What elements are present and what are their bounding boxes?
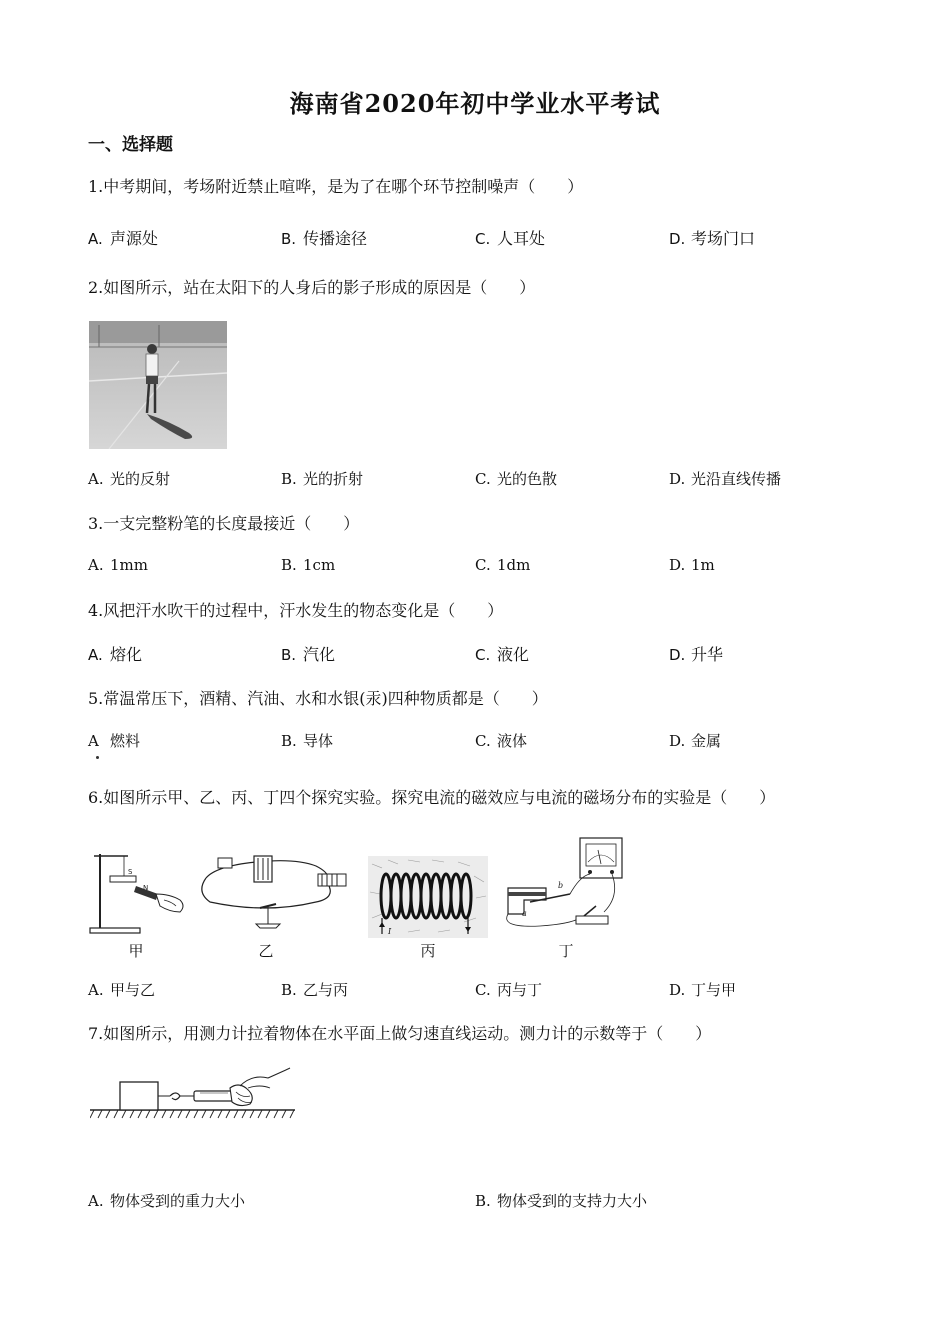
q5-option-c[interactable]: C. 液体 [475,732,528,750]
q1-option-a[interactable]: A. 声源处 [88,229,159,248]
q7-option-a[interactable]: A. 物体受到的重力大小 [88,1192,246,1210]
experiment-jia-figure [88,850,188,936]
fig-label-s: S [128,868,133,876]
q4-option-d[interactable]: D. 升华 [669,645,724,664]
caption-bing: 丙 [420,942,436,960]
fig-label-b: b [558,881,564,890]
q3-option-c[interactable]: C. 1dm [475,556,531,574]
fig-label-n: N [143,884,149,892]
q2-option-b[interactable]: B. 光的折射 [281,470,364,488]
section-heading: 一、选择题 [88,135,173,155]
q5-option-d[interactable]: D. 金属 [669,732,722,750]
q4-option-c[interactable]: C. 液化 [475,645,530,664]
fig-label-i: I [388,927,392,936]
stray-dot [96,756,99,759]
q5-option-a[interactable]: A 燃料 [88,732,141,750]
q5-option-b[interactable]: B. 导体 [281,732,334,750]
q3-option-a[interactable]: A. 1mm [88,556,148,574]
q6-option-c[interactable]: C. 丙与丁 [475,981,543,999]
question-1-stem: 1.中考期间，考场附近禁止喧哗，是为了在哪个环节控制噪声（ ） [88,177,584,196]
experiment-bing-figure [368,856,488,938]
q1-option-b[interactable]: B. 传播途径 [281,229,368,248]
q3-option-d[interactable]: D. 1m [669,556,715,574]
q4-option-a[interactable]: A. 熔化 [88,645,143,664]
q6-option-b[interactable]: B. 乙与丙 [281,981,349,999]
question-6-stem: 6.如图所示甲、乙、丙、丁四个探究实验。探究电流的磁效应与电流的磁场分布的实验是（ ） [88,788,776,807]
q4-option-b[interactable]: B. 汽化 [281,645,336,664]
q7-option-b[interactable]: B. 物体受到的支持力大小 [475,1192,648,1210]
question-4-stem: 4.风把汗水吹干的过程中，汗水发生的物态变化是（ ） [88,601,504,620]
spring-scale-figure [90,1062,295,1124]
q2-option-a[interactable]: A. 光的反射 [88,470,171,488]
q6-option-d[interactable]: D. 丁与甲 [669,981,737,999]
q6-option-a[interactable]: A. 甲与乙 [88,981,156,999]
experiment-yi-figure [196,848,356,932]
caption-yi: 乙 [258,942,274,960]
q2-option-c[interactable]: C. 光的色散 [475,470,558,488]
fig-label-a: a [522,909,527,918]
q2-option-d[interactable]: D. 光沿直线传播 [669,470,782,488]
caption-jia: 甲 [128,942,144,960]
q1-option-d[interactable]: D. 考场门口 [669,229,756,248]
caption-ding: 丁 [558,942,574,960]
q1-option-c[interactable]: C. 人耳处 [475,229,546,248]
page-title: 海南省2020年初中学业水平考试 [289,89,661,118]
shadow-photo-figure [89,321,227,449]
q3-option-b[interactable]: B. 1cm [281,556,336,574]
question-3-stem: 3.一支完整粉笔的长度最接近（ ） [88,514,360,533]
question-2-stem: 2.如图所示，站在太阳下的人身后的影子形成的原因是（ ） [88,278,536,297]
experiment-ding-figure [500,836,630,936]
question-5-stem: 5.常温常压下，酒精、汽油、水和水银(汞)四种物质都是（ ） [88,689,548,708]
question-7-stem: 7.如图所示，用测力计拉着物体在水平面上做匀速直线运动。测力计的示数等于（ ） [88,1024,712,1043]
